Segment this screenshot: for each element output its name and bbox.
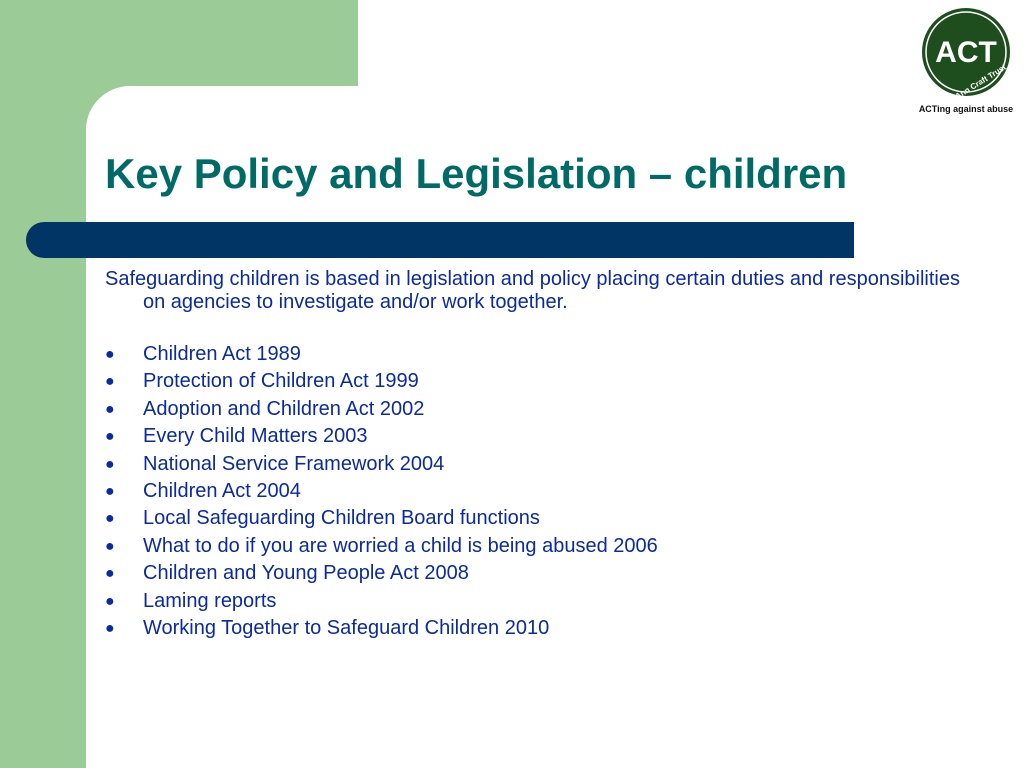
list-item bbox=[105, 615, 658, 642]
bullet-icon: ● bbox=[105, 455, 115, 473]
act-logo bbox=[914, 6, 1018, 118]
list-item-text: Children Act 1989 bbox=[143, 343, 301, 365]
list-item bbox=[105, 505, 658, 532]
bullet-icon: ● bbox=[105, 565, 115, 583]
logo-tagline: ACTing against abuse bbox=[918, 104, 1014, 114]
list-item-text: Every Child Matters 2003 bbox=[143, 425, 368, 448]
list-item bbox=[105, 396, 658, 423]
list-item bbox=[105, 451, 658, 478]
bullet-icon: ● bbox=[105, 373, 115, 391]
list-item-text: Adoption and Children Act 2002 bbox=[143, 397, 425, 420]
bullet-icon: ● bbox=[105, 510, 115, 528]
list-item-text: What to do if you are worried a child is being abused 2006 bbox=[143, 534, 658, 557]
bullet-icon: ● bbox=[105, 428, 115, 446]
list-item bbox=[105, 560, 658, 587]
intro-paragraph: Safeguarding children is based in legislation and policy placing certain duties and responsibilities on agencies to investigate and/or work together. bbox=[105, 268, 960, 313]
list-item bbox=[105, 588, 658, 615]
list-item bbox=[105, 478, 658, 505]
slide-title: Key Policy and Legislation – children bbox=[105, 150, 848, 197]
list-item-text: Protection of Children Act 1999 bbox=[143, 370, 419, 393]
list-item bbox=[105, 368, 658, 395]
list-item bbox=[105, 341, 658, 368]
bullet-icon: ● bbox=[105, 482, 115, 500]
list-item-text: Children Act 2004 bbox=[143, 479, 301, 502]
list-item bbox=[105, 423, 658, 450]
list-item-text: Working Together to Safeguard Children 2010 bbox=[143, 616, 550, 639]
list-item-text: National Service Framework 2004 bbox=[143, 452, 445, 475]
bullet-icon: ● bbox=[105, 346, 115, 363]
act-logo-icon bbox=[914, 6, 1018, 102]
bullet-icon: ● bbox=[105, 592, 115, 610]
bullet-icon: ● bbox=[105, 400, 115, 418]
list-item-text: Local Safeguarding Children Board functions bbox=[143, 507, 540, 530]
bullet-icon: ● bbox=[105, 537, 115, 555]
list-item bbox=[105, 533, 658, 560]
list-item-text: Laming reports bbox=[143, 589, 277, 612]
bullet-icon: ● bbox=[105, 619, 115, 637]
logo-ring-text: Ann Craft Trust bbox=[953, 62, 1008, 102]
logo-main-text: ACT bbox=[935, 36, 997, 69]
title-divider-bar bbox=[26, 222, 854, 258]
list-item-text: Children and Young People Act 2008 bbox=[143, 562, 469, 585]
legislation-list bbox=[105, 341, 658, 642]
